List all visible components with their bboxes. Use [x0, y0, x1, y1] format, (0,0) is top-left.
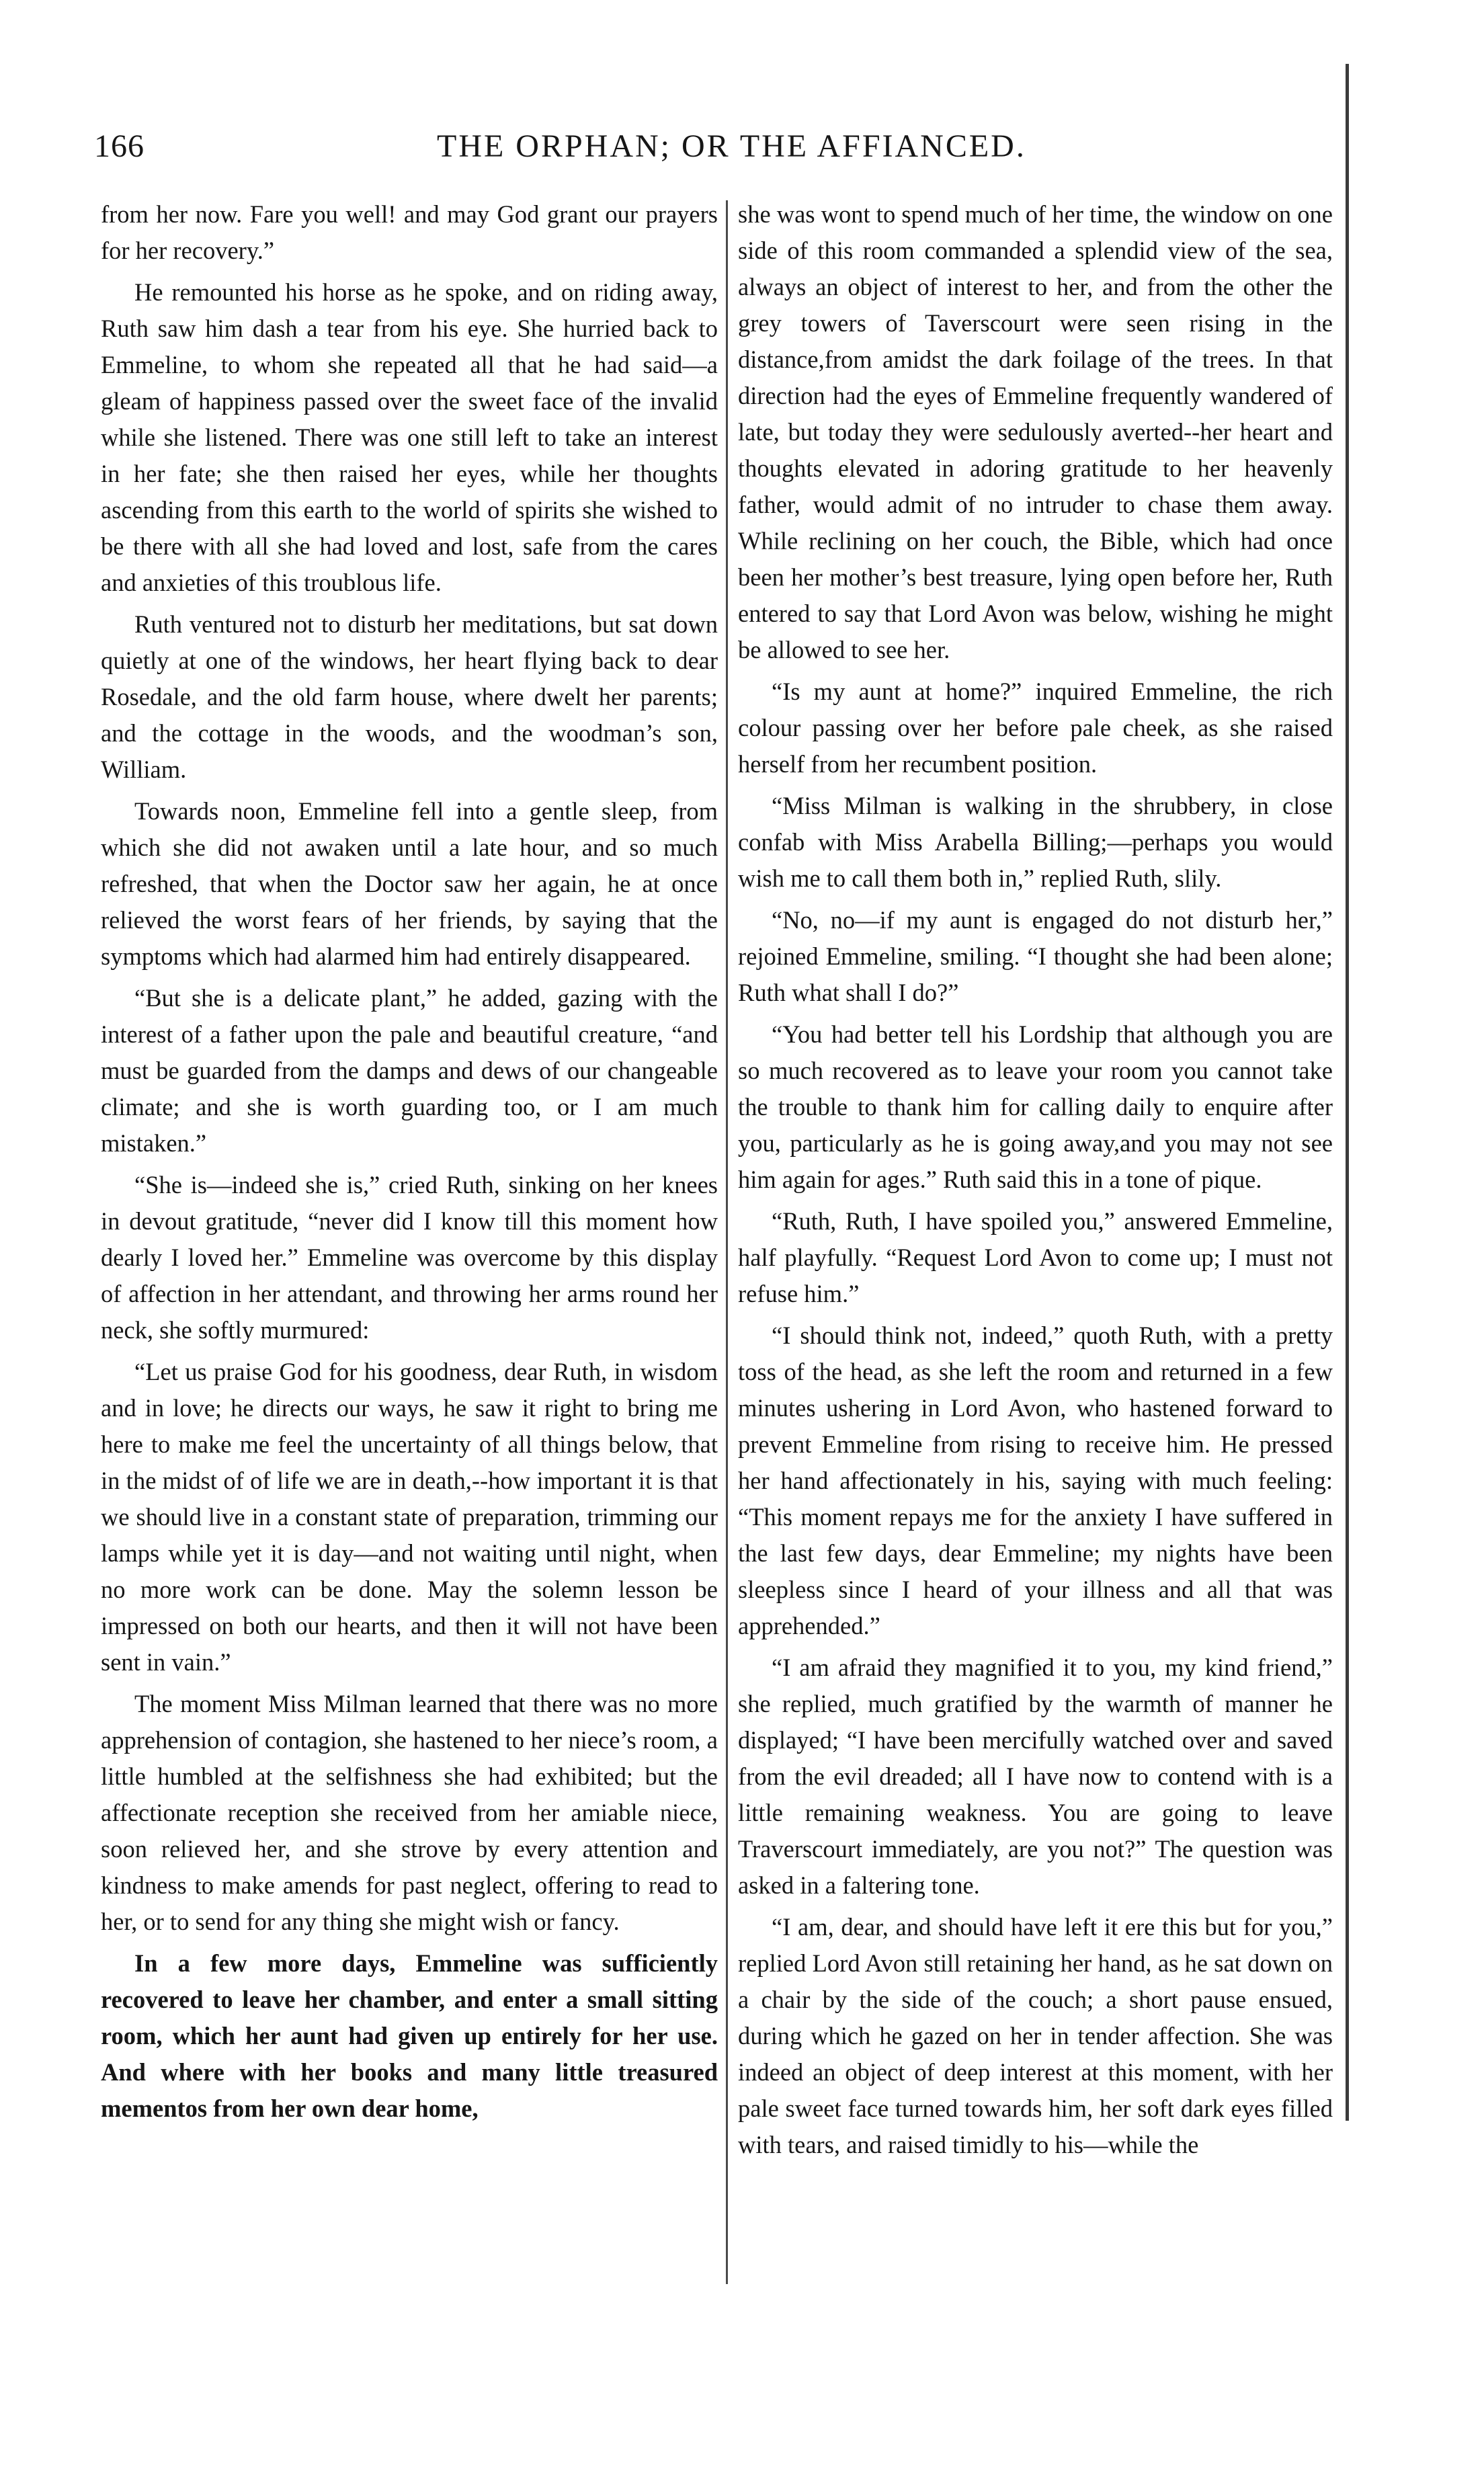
paragraph: “Is my aunt at home?” inquired Emmeline, the rich colour passing over her before pale cheek, as she raised herself from her recumbent position. — [738, 678, 1333, 778]
column-divider — [726, 200, 728, 2284]
paragraph: The moment Miss Milman learned that there was no more apprehension of contagion, she hastened to her niece’s room, a little humbled at the selfishness she had exhibited; but the affectionate reception she received from her amiable niece, soon relieved her, and she strove by every attention and kindness to make amends for past neglect, offering to read to her, or to send for any thing she might wish or fancy. — [101, 1690, 718, 1935]
page-number: 166 — [94, 128, 145, 164]
paragraph: Ruth ventured not to disturb her meditations, but sat down quietly at one of the windows, her heart flying back to dear Rosedale, and the old farm house, where dwelt her parents; and the cottage in the woods, and the woodman’s son, William. — [101, 610, 718, 783]
paragraph: “I should think not, indeed,” quoth Ruth, with a pretty toss of the head, as she left the room and returned in a few minutes ushering in Lord Avon, who hastened forward to prevent Emmeline from rising to receive him. He pressed her hand affectionately in his, saying with much feeling: “This moment repays me for the anxiety I have suffered in the last few days, dear Emmeline; my nights have been sleepless since I heard of your illness and all that was apprehended.” — [738, 1322, 1333, 1639]
paragraph: “She is—indeed she is,” cried Ruth, sinking on her knees in devout gratitude, “never did I know till this moment how dearly I loved her.” Emmeline was overcome by this display of affection in her attendant, and throwing her arms round her neck, she softly murmured: — [101, 1171, 718, 1344]
paragraph: she was wont to spend much of her time, the window on one side of this room commanded a splendid view of the sea, always an object of interest to her, and from the other the grey towers of Taverscourt were seen rising in the distance,from amidst the dark foilage of the trees. In that direction had the eyes of Emmeline frequently wandered of late, but today they were sedulously averted--her heart and thoughts elevated in adoring gratitude to her heavenly father, would admit of no intruder to chase them away. While reclining on her couch, the Bible, which had once been her mother’s best treasure, lying open before her, Ruth entered to say that Lord Avon was below, wishing he might be allowed to see her. — [738, 200, 1333, 663]
paragraph: In a few more days, Emmeline was sufficiently recovered to leave her chamber, and enter a small sitting room, which her aunt had given up entirely for her use. And where with her books and many little treasured mementos from her own dear home, — [101, 1949, 718, 2122]
paragraph: Towards noon, Emmeline fell into a gentle sleep, from which she did not awaken until a late hour, and so much refreshed, that when the Doctor saw her again, he at once relieved the worst fears of her friends, by saying that the symptoms which had alarmed him had entirely disappeared. — [101, 797, 718, 970]
paragraph: “I am, dear, and should have left it ere this but for you,” replied Lord Avon still retaining her hand, as he sat down on a chair by the side of the couch; a short pause ensued, during which he gazed on her in tender affection. She was indeed an object of deep interest at this moment, with her pale sweet face turned towards him, her soft dark eyes filled with tears, and raised timidly to his—while the — [738, 1913, 1333, 2158]
paragraph: He remounted his horse as he spoke, and on riding away, Ruth saw him dash a tear from his eye. She hurried back to Emmeline, to whom she repeated all that he had said—a gleam of happiness passed over the sweet face of the invalid while she listened. There was one still left to take an interest in her fate; she then raised her eyes, while her thoughts ascending from this earth to the world of spirits she wished to be there with all she had loved and lost, safe from the cares and anxieties of this troublous life. — [101, 278, 718, 596]
running-title: THE ORPHAN; OR THE AFFIANCED. — [437, 128, 1026, 164]
paragraph: “But she is a delicate plant,” he added, gazing with the interest of a father upon the pale and beautiful creature, “and must be guarded from the damps and dews of our changeable climate; and she is worth guarding too, or I am much mistaken.” — [101, 984, 718, 1157]
paragraph: “I am afraid they magnified it to you, my kind friend,” she replied, much gratified by the warmth of manner he displayed; “I have been mercifully watched over and saved from the evil dreaded; all I have now to contend with is a little remaining weakness. You are going to leave Traverscourt immediately, are you not?” The question was asked in a faltering tone. — [738, 1654, 1333, 1899]
paragraph: from her now. Fare you well! and may God grant our prayers for her recovery.” — [101, 200, 718, 264]
paragraph: “You had better tell his Lordship that although you are so much recovered as to leave your room you cannot take the trouble to thank him for calling daily to enquire after you, particularly as he is going away,and you may not see him again for ages.” Ruth said this in a tone of pique. — [738, 1020, 1333, 1193]
paragraph: “No, no—if my aunt is engaged do not disturb her,” rejoined Emmeline, smiling. “I thought she had been alone; Ruth what shall I do?” — [738, 906, 1333, 1006]
paragraph: “Let us praise God for his goodness, dear Ruth, in wisdom and in love; he directs our ways, he saw it right to bring me here to make me feel the uncertainty of all things below, that in the midst of of life we are in death,--how important it is that we should live in a constant state of preparation, trimming our lamps while yet it is day—and not waiting until night, when no more work can be done. May the solemn lesson be impressed on both our hearts, and then it will not have been sent in vain.” — [101, 1358, 718, 1676]
paragraph: “Miss Milman is walking in the shrubbery, in close confab with Miss Arabella Billing;—perhaps you would wish me to call them both in,” replied Ruth, slily. — [738, 792, 1333, 892]
left-column — [101, 196, 718, 2132]
paragraph: “Ruth, Ruth, I have spoiled you,” answered Emmeline, half playfully. “Request Lord Avon to come up; I must not refuse him.” — [738, 1207, 1333, 1307]
page-edge-rule — [1346, 64, 1349, 2121]
page-header — [94, 128, 1324, 181]
right-column — [738, 196, 1333, 2168]
